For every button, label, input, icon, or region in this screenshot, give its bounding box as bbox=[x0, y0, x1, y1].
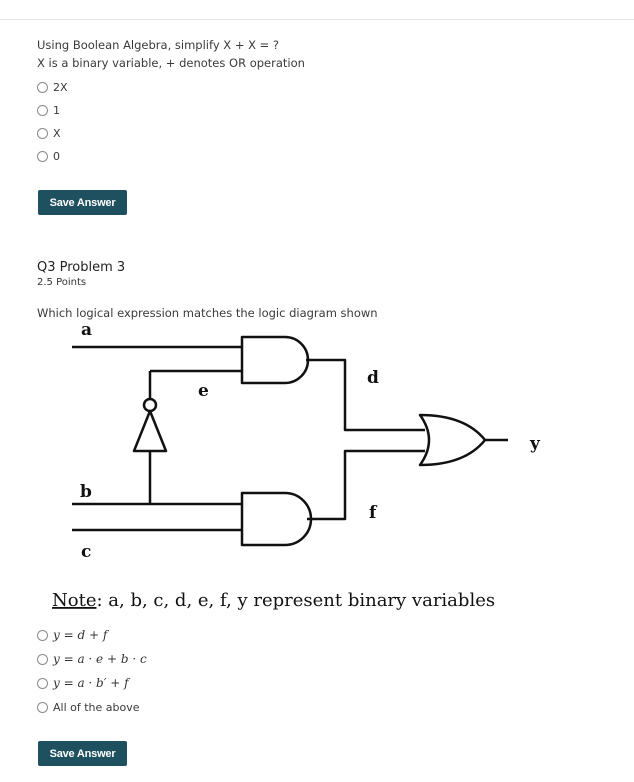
radio-icon[interactable] bbox=[37, 128, 48, 139]
radio-icon[interactable] bbox=[37, 702, 48, 713]
q3-save-answer-button[interactable]: Save Answer bbox=[38, 741, 127, 766]
q2-option-x[interactable] bbox=[37, 125, 61, 141]
wire-f bbox=[307, 451, 425, 519]
q3-option-1[interactable] bbox=[37, 627, 107, 643]
option-label: All of the above bbox=[53, 700, 140, 714]
logic-diagram bbox=[40, 321, 547, 613]
q3-option-3[interactable] bbox=[37, 675, 129, 691]
top-divider bbox=[0, 19, 634, 20]
option-label: y = a · e + b · c bbox=[53, 652, 147, 666]
label-b: b bbox=[80, 482, 92, 502]
radio-icon[interactable] bbox=[37, 678, 48, 689]
radio-icon[interactable] bbox=[37, 151, 48, 162]
q3-points: 2.5 Points bbox=[37, 277, 87, 288]
label-e: e bbox=[198, 381, 209, 401]
option-label: X bbox=[53, 126, 61, 140]
q2-option-2x[interactable] bbox=[37, 79, 68, 95]
wire-d bbox=[306, 360, 425, 430]
q2-save-answer-button[interactable]: Save Answer bbox=[38, 190, 127, 215]
note-prefix: Note bbox=[52, 590, 97, 611]
label-f: f bbox=[369, 503, 377, 523]
radio-icon[interactable] bbox=[37, 654, 48, 665]
q3-question: Which logical expression matches the logic diagram shown bbox=[37, 306, 378, 320]
diagram-note bbox=[52, 590, 495, 611]
not-gate-bubble bbox=[144, 399, 156, 411]
note-text: : a, b, c, d, e, f, y represent binary variables bbox=[96, 590, 496, 611]
q3-option-2[interactable] bbox=[37, 651, 147, 667]
option-label: 0 bbox=[53, 149, 60, 163]
radio-icon[interactable] bbox=[37, 82, 48, 93]
option-label: y = d + f bbox=[53, 628, 108, 642]
q2-option-1[interactable] bbox=[37, 102, 60, 118]
q2-option-0[interactable] bbox=[37, 148, 60, 164]
and-gate-bottom bbox=[242, 493, 311, 545]
q3-title: Q3 Problem 3 bbox=[37, 260, 126, 275]
option-label: y = a · b′ + f bbox=[53, 676, 129, 690]
logic-diagram-svg bbox=[40, 321, 547, 613]
q3-option-4[interactable] bbox=[37, 699, 140, 715]
label-a: a bbox=[81, 321, 93, 340]
q2-subtext: X is a binary variable, + denotes OR operation bbox=[37, 56, 305, 70]
or-gate bbox=[420, 415, 485, 465]
label-d: d bbox=[367, 368, 379, 388]
not-gate bbox=[134, 411, 166, 451]
option-label: 1 bbox=[53, 103, 60, 117]
radio-icon[interactable] bbox=[37, 105, 48, 116]
q2-question: Using Boolean Algebra, simplify X + X = ? bbox=[37, 38, 280, 52]
label-y: y bbox=[530, 434, 540, 454]
label-c: c bbox=[81, 542, 92, 562]
and-gate-top bbox=[242, 337, 308, 383]
radio-icon[interactable] bbox=[37, 630, 48, 641]
option-label: 2X bbox=[53, 80, 68, 94]
